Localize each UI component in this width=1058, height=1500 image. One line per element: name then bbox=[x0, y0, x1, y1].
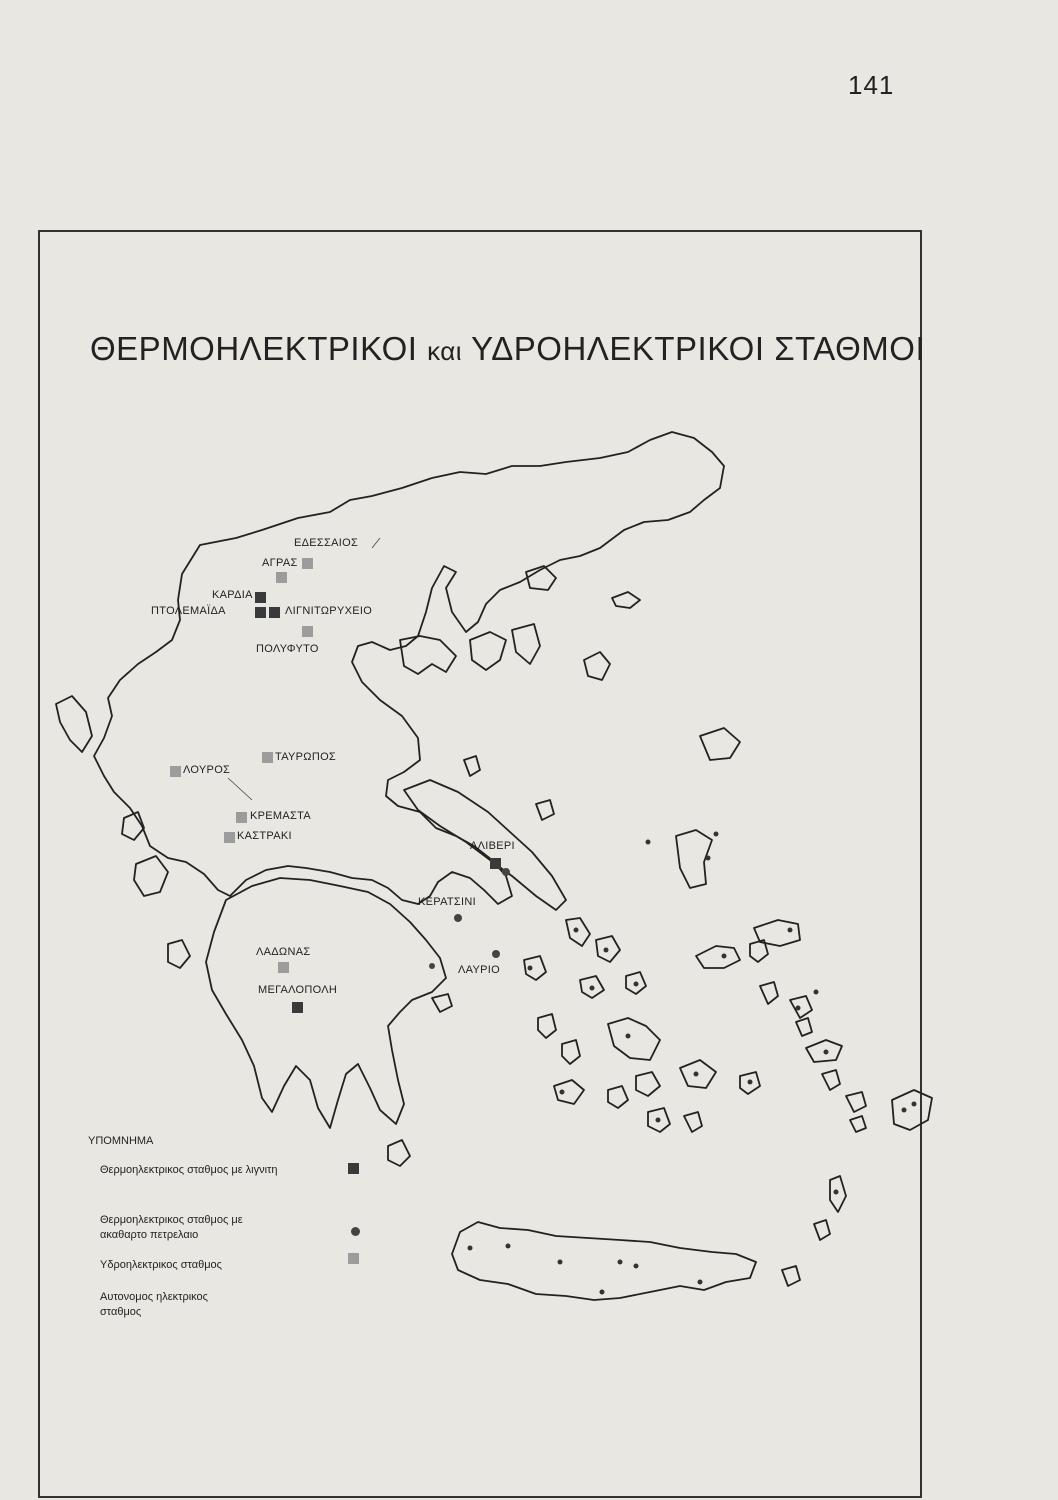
chalkidiki bbox=[400, 636, 456, 674]
legend-lignite-symbol bbox=[348, 1163, 359, 1174]
lignitoryxeio-marker bbox=[269, 607, 280, 618]
andros bbox=[566, 918, 590, 946]
corfu bbox=[56, 696, 92, 752]
legend-oil-label: Θερμοηλεκτρικος σταθμος με ακαθαρτο πετρελαιο bbox=[100, 1214, 243, 1241]
label-tavropos: ΤΑΥΡΩΠΟΣ bbox=[275, 751, 337, 763]
kefalonia bbox=[134, 856, 168, 896]
title-thermo: ΘΕΡΜΟΗΛΕΚΤΡΙΚΟΙ bbox=[90, 330, 418, 367]
label-agras: ΑΓΡΑΣ bbox=[262, 557, 298, 569]
polyfyto-marker bbox=[302, 626, 313, 637]
kardia-marker bbox=[255, 592, 266, 603]
limnos bbox=[584, 652, 610, 680]
aliveri-marker bbox=[490, 858, 501, 869]
legend-oil-symbol bbox=[351, 1227, 360, 1236]
label-polyfyto: ΠΟΛΥΦΥΤΟ bbox=[256, 643, 319, 655]
label-aliveri: ΑΛΙΒΕΡΙ bbox=[470, 840, 515, 852]
label-kardia: ΚΑΡΔΙΑ bbox=[212, 589, 253, 601]
title-conjunction: και bbox=[427, 336, 463, 366]
crete bbox=[452, 1222, 756, 1300]
legend-hydro-symbol bbox=[348, 1253, 359, 1264]
label-kastraki: ΚΑΣΤΡΑΚΙ bbox=[237, 830, 292, 842]
megalopoli-marker bbox=[292, 1002, 303, 1013]
map-legend bbox=[88, 1135, 388, 1335]
lefkada bbox=[122, 812, 144, 840]
label-lignitoryxeio: ΛΙΓΝΙΤΩΡΥΧΕΙΟ bbox=[285, 605, 373, 617]
label-megalopoli: ΜΕΓΑΛΟΠΟΛΗ bbox=[258, 984, 338, 996]
zakynthos bbox=[168, 940, 190, 968]
samos bbox=[754, 920, 800, 946]
label-ladonas: ΛΑΔΩΝΑΣ bbox=[256, 946, 311, 958]
label-keratsini: ΚΕΡΑΤΣΙΝΙ bbox=[418, 896, 476, 908]
naxos bbox=[608, 1018, 660, 1060]
lesvos bbox=[700, 728, 740, 760]
kythira bbox=[388, 1140, 410, 1166]
label-louros: ΛΟΥΡΟΣ bbox=[183, 764, 231, 776]
legend-autonomous-label: Αυτονομος ηλεκτρικος σταθμος bbox=[100, 1291, 208, 1318]
ikaria bbox=[696, 946, 740, 968]
page-number: 141 bbox=[848, 70, 895, 100]
kastraki-marker bbox=[224, 832, 235, 843]
peloponnese bbox=[206, 878, 446, 1128]
label-lavrio: ΛΑΥΡΙΟ bbox=[458, 964, 500, 976]
tavropos-marker bbox=[262, 752, 273, 763]
label-ptolemaida: ΠΤΟΛΕΜΑΪΔΑ bbox=[151, 605, 226, 617]
ladonas-marker bbox=[278, 962, 289, 973]
ptolemaida-marker bbox=[255, 607, 266, 618]
title-hydro: ΥΔΡΟΗΛΕΚΤΡΙΚΟΙ ΣΤΑΘΜΟΙ bbox=[471, 330, 926, 367]
agras-marker bbox=[302, 558, 313, 569]
louros-marker bbox=[170, 766, 181, 777]
kremasta-marker bbox=[236, 812, 247, 823]
rhodes bbox=[892, 1090, 932, 1130]
legend-hydro-label: Υδροηλεκτρικος σταθμος bbox=[100, 1259, 222, 1271]
label-kremasta: ΚΡΕΜΑΣΤΑ bbox=[250, 810, 311, 822]
legend-lignite-label: Θερμοηλεκτρικος σταθμος με λιγνιτη bbox=[100, 1164, 278, 1176]
label-edessaios: ΕΔΕΣΣΑΙΟΣ bbox=[294, 537, 359, 549]
edessaios-marker bbox=[276, 572, 287, 583]
karpathos bbox=[830, 1176, 846, 1212]
legend-heading: ΥΠΟΜΝΗΜΑ bbox=[88, 1135, 154, 1147]
